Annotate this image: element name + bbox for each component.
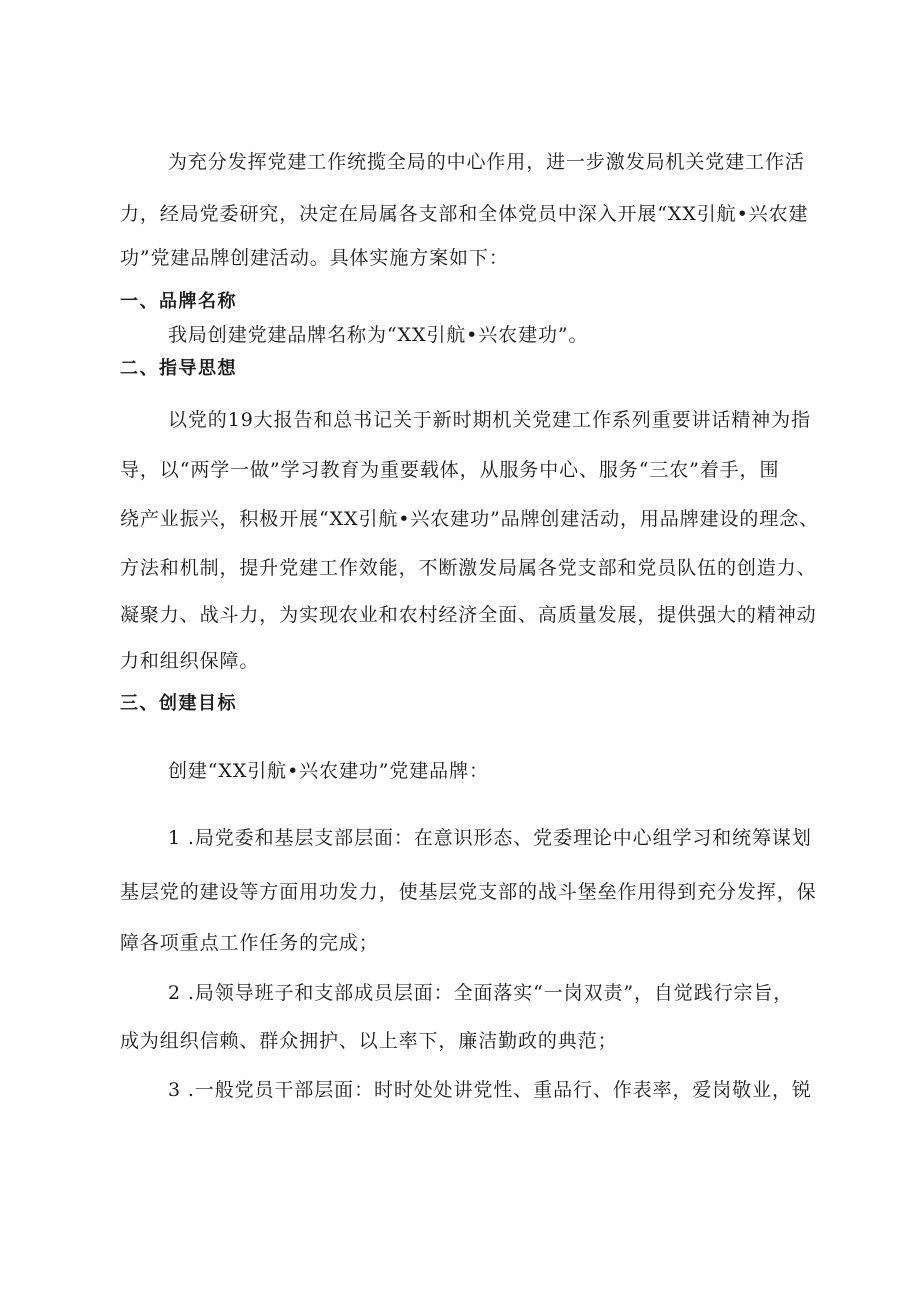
section3-line-3: 基层党的建设等方面用功发力，使基层党支部的战斗堡垒作用得到充分发挥，保 [120, 881, 817, 903]
section2-line-4: 方法和机制，提升党建工作效能，不断激发局属各党支部和党员队伍的创造力、 [120, 557, 817, 579]
section3-line-4: 障各项重点工作任务的完成； [120, 932, 379, 954]
intro-line-1: 为充分发挥党建工作统揽全局的中心作用，进一步激发局机关党建工作活 [168, 151, 805, 173]
section-heading-brand-name: 一、品牌名称 [120, 291, 237, 312]
section2-line-3: 绕产业振兴，积极开展“XX引航•兴农建功”品牌创建活动，用品牌建设的理念、 [120, 508, 819, 530]
section2-line-1: 以党的19大报告和总书记关于新时期机关党建工作系列重要讲话精神为指 [168, 409, 811, 431]
section3-line-2: 1 .局党委和基层支部层面：在意识形态、党委理论中心组学习和统筹谋划 [168, 827, 812, 849]
section-heading-goals: 三、创建目标 [120, 693, 237, 714]
section1-line-1: 我局创建党建品牌名称为“XX引航•兴农建功”。 [168, 324, 589, 346]
section-heading-guiding-thought: 二、指导思想 [120, 358, 237, 379]
section3-line-5: 2 .局领导班子和支部成员层面：全面落实“一岗双责”，自觉践行宗旨， [168, 982, 794, 1004]
section3-line-7: 3 .一般党员干部层面：时时处处讲党性、重品行、作表率，爱岗敬业，锐 [168, 1079, 812, 1101]
section2-line-5: 凝聚力、战斗力，为实现农业和农村经济全面、高质量发展，提供强大的精神动 [120, 604, 817, 626]
intro-line-3: 功”党建品牌创建活动。具体实施方案如下： [120, 247, 509, 269]
section3-line-1: 创建“XX引航•兴农建功”党建品牌： [168, 760, 489, 782]
section3-line-6: 成为组织信赖、群众拥护、以上率下，廉洁勤政的典范； [120, 1030, 618, 1052]
section2-line-2: 导，以“两学一做”学习教育为重要载体，从服务中心、服务“三农”着手，围 [120, 459, 780, 481]
section2-line-6: 力和组织保障。 [120, 650, 260, 672]
intro-line-2: 力，经局党委研究，决定在局属各支部和全体党员中深入开展“XX引航•兴农建 [120, 203, 809, 225]
